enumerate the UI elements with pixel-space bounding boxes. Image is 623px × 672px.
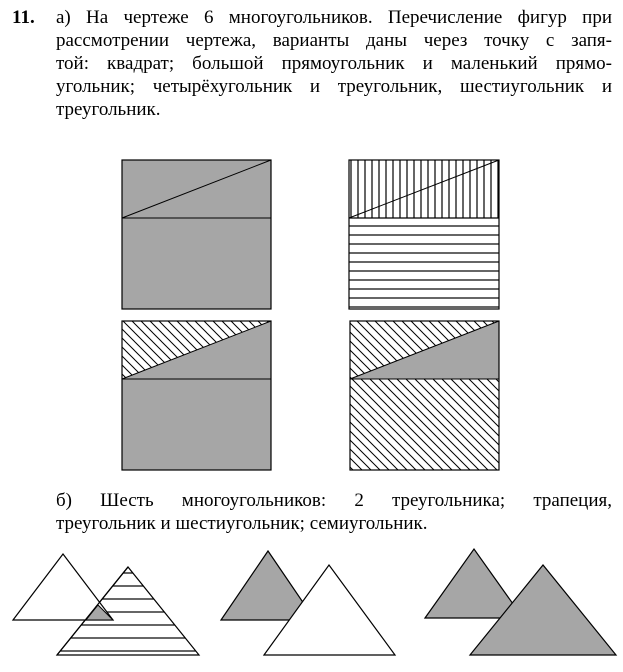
task-a-line-3: той: квадрат; большой прямоугольник и маленький прямо- bbox=[56, 53, 612, 74]
task-a-line-1: а) На чертеже 6 многоугольников. Перечисление фигур при bbox=[56, 7, 612, 28]
square-3 bbox=[122, 321, 271, 470]
task-a-line-2: рассмотрении чертежа, варианты даны через точку с запя- bbox=[56, 30, 612, 51]
task-number: 11. bbox=[12, 7, 35, 28]
triangle-pair-3 bbox=[425, 549, 616, 655]
triangle-pair-1 bbox=[13, 554, 199, 655]
square-1 bbox=[122, 160, 271, 309]
square-4 bbox=[350, 321, 499, 470]
task-a-line-5: треугольник. bbox=[56, 99, 161, 120]
task-a-text bbox=[56, 6, 612, 121]
task-a-line-4: угольник; четырёхугольник и треугольник, шестиугольник и bbox=[56, 76, 612, 97]
task-b-text bbox=[56, 489, 612, 535]
triangle-pair-2 bbox=[221, 551, 395, 655]
task-b-line-1: б) Шесть многоугольников: 2 треугольника; трапеция, bbox=[56, 490, 612, 511]
task-a-paragraph bbox=[12, 6, 612, 121]
task-b-paragraph bbox=[56, 489, 612, 535]
square-2 bbox=[349, 160, 499, 309]
task-b-line-2: треугольник и шестиугольник; семиугольник. bbox=[56, 513, 428, 534]
